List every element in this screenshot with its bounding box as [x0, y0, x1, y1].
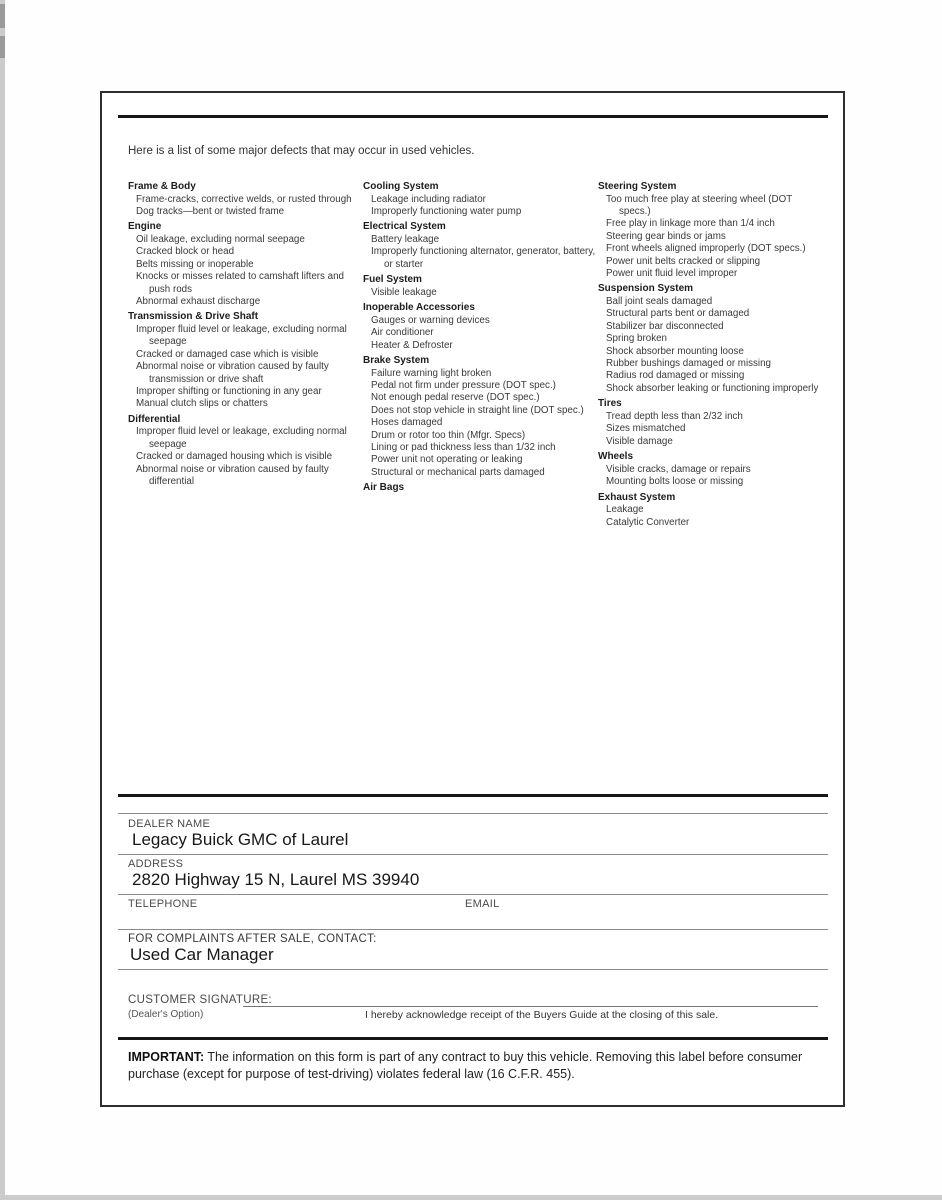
- defect-item: Visible cracks, damage or repairs: [606, 463, 751, 475]
- important-notice: [128, 1049, 824, 1083]
- rule: [118, 969, 828, 970]
- dealers-option-note: (Dealer's Option): [128, 1009, 204, 1020]
- defect-category-heading: Air Bags: [363, 482, 405, 494]
- defect-item: Knocks or misses related to camshaft lifters and push rods: [136, 271, 344, 295]
- defect-item: Dog tracks—bent or twisted frame: [136, 206, 285, 217]
- defect-item: Stabilizer bar disconnected: [606, 320, 724, 332]
- rule: [118, 894, 828, 895]
- defect-item: Structural parts bent or damaged: [606, 308, 750, 320]
- defect-item: Ball joint seals damaged: [606, 296, 713, 308]
- defects-intro-text: Here is a list of some major defects that may occur in used vehicles.: [128, 145, 475, 157]
- defect-item: Cracked or damaged housing which is visible: [136, 451, 333, 463]
- defects-column-2: [363, 181, 598, 529]
- important-text: The information on this form is part of any contract to buy this vehicle. Removing this label before consumer purchase (except for purpose of test-driving) violates federal law (16 C.F.R. 455).: [128, 1050, 803, 1081]
- defect-category-heading: Brake System: [363, 355, 430, 367]
- defect-item: Improper fluid level or leakage, excluding normal seepage: [136, 324, 347, 348]
- important-section-rule: [118, 1037, 828, 1040]
- defect-item: Pedal not firm under pressure (DOT spec.): [371, 380, 556, 392]
- scan-bottom-edge: [0, 1195, 942, 1200]
- defect-item: Manual clutch slips or chatters: [136, 398, 268, 410]
- dealer-name-value: Legacy Buick GMC of Laurel: [132, 830, 349, 849]
- defect-item: Spring broken: [606, 333, 667, 345]
- defects-column-3: [598, 181, 824, 529]
- defect-item: Visible leakage: [371, 286, 437, 298]
- defect-category-heading: Engine: [128, 221, 162, 233]
- buyers-guide-page: [100, 91, 845, 1107]
- dealer-section-top-rule: [118, 794, 828, 797]
- defect-item: Battery leakage: [371, 234, 440, 245]
- defect-item: Gauges or warning devices: [371, 314, 490, 326]
- defect-item: Radius rod damaged or missing: [606, 370, 745, 382]
- defect-item: Does not stop vehicle in straight line (DOT spec.): [371, 404, 584, 416]
- defect-category-heading: Tires: [598, 398, 622, 410]
- defect-item: Cracked block or head: [136, 246, 235, 258]
- defect-item: Improper fluid level or leakage, excluding normal seepage: [136, 426, 347, 450]
- defect-item: Hoses damaged: [371, 417, 443, 429]
- defect-category-heading: Inoperable Accessories: [363, 302, 475, 314]
- defect-item: Shock absorber leaking or functioning improperly: [606, 382, 819, 394]
- rule: [118, 813, 828, 814]
- defect-item: Improperly functioning water pump: [371, 206, 522, 217]
- scan-left-edge: [0, 0, 5, 1200]
- defect-category-heading: Electrical System: [363, 221, 446, 233]
- defect-item: Cracked or damaged case which is visible: [136, 348, 319, 360]
- defect-item: Belts missing or inoperable: [136, 258, 254, 270]
- defect-item: Steering gear binds or jams: [606, 230, 726, 242]
- defect-item: Visible damage: [606, 435, 673, 447]
- defects-columns: [128, 181, 834, 529]
- defect-item: Too much free play at steering wheel (DOT specs.): [606, 193, 793, 217]
- defect-item: Frame-cracks, corrective welds, or rusted through: [136, 193, 352, 205]
- defect-item: Mounting bolts loose or missing: [606, 476, 744, 488]
- email-label: EMAIL: [465, 898, 500, 910]
- rule: [118, 929, 828, 930]
- defect-item: Leakage including radiator: [371, 193, 486, 205]
- top-thick-rule: [118, 115, 828, 118]
- defect-category-heading: Frame & Body: [128, 181, 196, 192]
- scan-edge-mark: [0, 4, 5, 28]
- defect-item: Free play in linkage more than 1/4 inch: [606, 218, 775, 230]
- defect-item: Sizes mismatched: [606, 423, 686, 435]
- defect-category-heading: Fuel System: [363, 274, 422, 286]
- defect-item: Abnormal exhaust discharge: [136, 296, 261, 308]
- defect-item: Not enough pedal reserve (DOT spec.): [371, 392, 540, 404]
- address-value: 2820 Highway 15 N, Laurel MS 39940: [132, 870, 420, 889]
- defect-item: Abnormal noise or vibration caused by faulty differential: [136, 463, 329, 488]
- address-label: ADDRESS: [128, 858, 184, 870]
- defect-item: Power unit fluid level improper: [606, 268, 738, 280]
- important-label: IMPORTANT:: [128, 1050, 205, 1064]
- defect-category-heading: Exhaust System: [598, 491, 676, 503]
- defect-item: Failure warning light broken: [371, 367, 492, 379]
- defect-item: Power unit belts cracked or slipping: [606, 255, 761, 267]
- defect-category-heading: Transmission & Drive Shaft: [128, 311, 259, 323]
- defect-item: Catalytic Converter: [606, 516, 690, 528]
- complaints-contact-label: FOR COMPLAINTS AFTER SALE, CONTACT:: [128, 933, 377, 945]
- scan-edge-mark: [0, 36, 5, 58]
- defect-category-heading: Suspension System: [598, 283, 694, 295]
- acknowledgment-text: I hereby acknowledge receipt of the Buyers Guide at the closing of this sale.: [365, 1009, 719, 1021]
- defect-category-heading: Wheels: [598, 451, 634, 463]
- defect-category-heading: Differential: [128, 413, 181, 425]
- defect-item: Air conditioner: [371, 327, 434, 339]
- defect-item: Improper shifting or functioning in any gear: [136, 386, 322, 398]
- defects-column-1: [128, 181, 363, 529]
- complaints-contact-value: Used Car Manager: [130, 945, 274, 964]
- defect-item: Lining or pad thickness less than 1/32 inch: [371, 442, 556, 454]
- defect-item: Front wheels aligned improperly (DOT specs.): [606, 243, 806, 255]
- defect-item: Drum or rotor too thin (Mfgr. Specs): [371, 429, 526, 441]
- defect-item: Improperly functioning alternator, generator, battery, or starter: [371, 246, 596, 270]
- defect-item: Oil leakage, excluding normal seepage: [136, 234, 305, 245]
- defect-item: Shock absorber mounting loose: [606, 345, 744, 357]
- telephone-label: TELEPHONE: [128, 898, 198, 910]
- defect-item: Power unit not operating or leaking: [371, 454, 523, 466]
- defect-item: Abnormal noise or vibration caused by faulty transmission or drive shaft: [136, 361, 329, 385]
- customer-signature-label: CUSTOMER SIGNATURE:: [128, 994, 272, 1006]
- rule: [118, 854, 828, 855]
- defect-item: Tread depth less than 2/32 inch: [606, 410, 743, 422]
- defect-item: Leakage: [606, 504, 644, 516]
- defect-item: Heater & Defroster: [371, 339, 453, 351]
- defect-item: Structural or mechanical parts damaged: [371, 466, 545, 478]
- dealer-name-label: DEALER NAME: [128, 818, 211, 830]
- customer-signature-line[interactable]: [243, 1006, 818, 1007]
- defect-category-heading: Steering System: [598, 181, 677, 192]
- defect-category-heading: Cooling System: [363, 181, 439, 192]
- defect-item: Rubber bushings damaged or missing: [606, 358, 772, 370]
